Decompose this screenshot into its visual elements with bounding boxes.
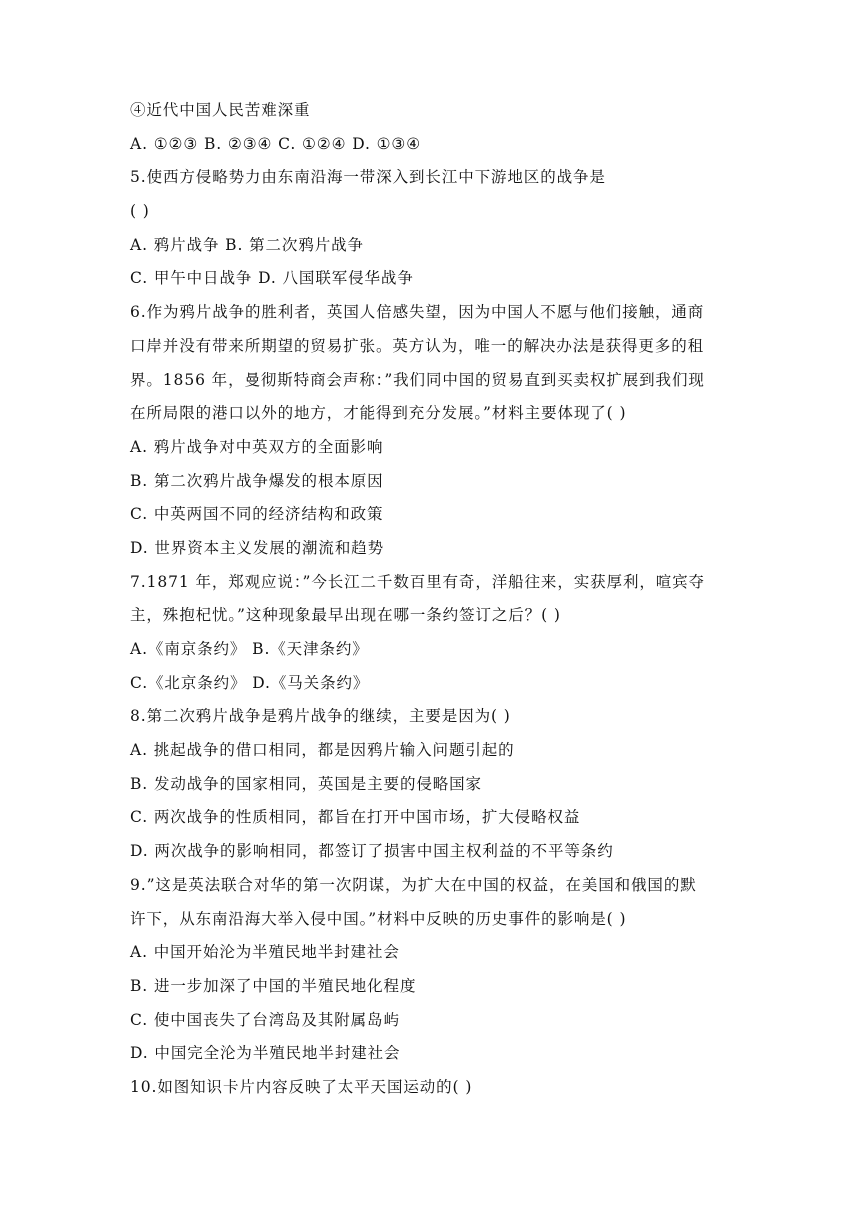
- document-page: [130, 100, 735, 1111]
- question-9-option-a: A. 中国开始沦为半殖民地半封建社会: [130, 943, 400, 962]
- question-7-options-ab: A.《南京条约》 B.《天津条约》: [130, 640, 369, 658]
- question-6-stem-line-3: 界。1856 年，曼彻斯特商会声称：”我们同中国的贸易直到买卖权扩展到我们现: [130, 370, 705, 389]
- question-9-stem-line-1: 9.”这是英法联合对华的第一次阴谋，为扩大在中国的权益，在美国和俄国的默: [130, 875, 697, 894]
- question-7-options-cd: C.《北京条约》 D.《马关条约》: [130, 673, 370, 692]
- question-9-stem-line-2: 许下，从东南沿海大举入侵中国。”材料中反映的历史事件的影响是( ): [130, 909, 627, 928]
- question-6-stem-line-1: 6.作为鸦片战争的胜利者，英国人倍感失望，因为中国人不愿与他们接触，通商: [130, 303, 705, 322]
- question-6-option-a: A. 鸦片战争对中英双方的全面影响: [130, 437, 384, 456]
- question-9-option-b: B. 进一步加深了中国的半殖民地化程度: [130, 976, 417, 995]
- question-5-stem: 5.使西方侵略势力由东南沿海一带深入到长江中下游地区的战争是: [130, 168, 606, 187]
- question-6-option-c: C. 中英两国不同的经济结构和政策: [130, 505, 384, 524]
- question-10-stem: 10.如图知识卡片内容反映了太平天国运动的( ): [130, 1077, 473, 1096]
- question-8-stem: 8.第二次鸦片战争是鸦片战争的继续，主要是因为( ): [130, 707, 511, 726]
- question-7-stem-line-1: 7.1871 年，郑观应说：”今长江二千数百里有奇，洋船往来，实获厚利，喧宾夺: [130, 572, 705, 591]
- question-9-option-c: C. 使中国丧失了台湾岛及其附属岛屿: [130, 1010, 400, 1029]
- question-5-options-cd: C. 甲午中日战争 D. 八国联军侵华战争: [130, 269, 414, 288]
- question-5-options-ab: A. 鸦片战争 B. 第二次鸦片战争: [130, 235, 364, 254]
- text-line: ④近代中国人民苦难深重: [130, 101, 311, 119]
- answer-blank: ( ): [130, 202, 150, 221]
- question-6-option-b: B. 第二次鸦片战争爆发的根本原因: [130, 471, 384, 490]
- question-6-stem-line-4: 在所局限的港口以外的地方，才能得到充分发展。”材料主要体现了( ): [130, 404, 627, 423]
- question-7-stem-line-2: 主，殊抱杞忧。”这种现象最早出现在哪一条约签订之后？( ): [130, 606, 561, 625]
- answer-options: A. ①②③ B. ②③④ C. ①②④ D. ①③④: [130, 134, 422, 153]
- question-8-option-b: B. 发动战争的国家相同，英国是主要的侵略国家: [130, 774, 482, 793]
- question-6-stem-line-2: 口岸并没有带来所期望的贸易扩张。英方认为，唯一的解决办法是获得更多的租: [130, 336, 705, 355]
- question-8-option-c: C. 两次战争的性质相同，都旨在打开中国市场，扩大侵略权益: [130, 808, 581, 827]
- question-8-option-a: A. 挑起战争的借口相同，都是因鸦片输入问题引起的: [130, 741, 515, 760]
- question-6-option-d: D. 世界资本主义发展的潮流和趋势: [130, 538, 385, 557]
- question-8-option-d: D. 两次战争的影响相同，都签订了损害中国主权利益的不平等条约: [130, 842, 614, 861]
- question-9-option-d: D. 中国完全沦为半殖民地半封建社会: [130, 1044, 401, 1063]
